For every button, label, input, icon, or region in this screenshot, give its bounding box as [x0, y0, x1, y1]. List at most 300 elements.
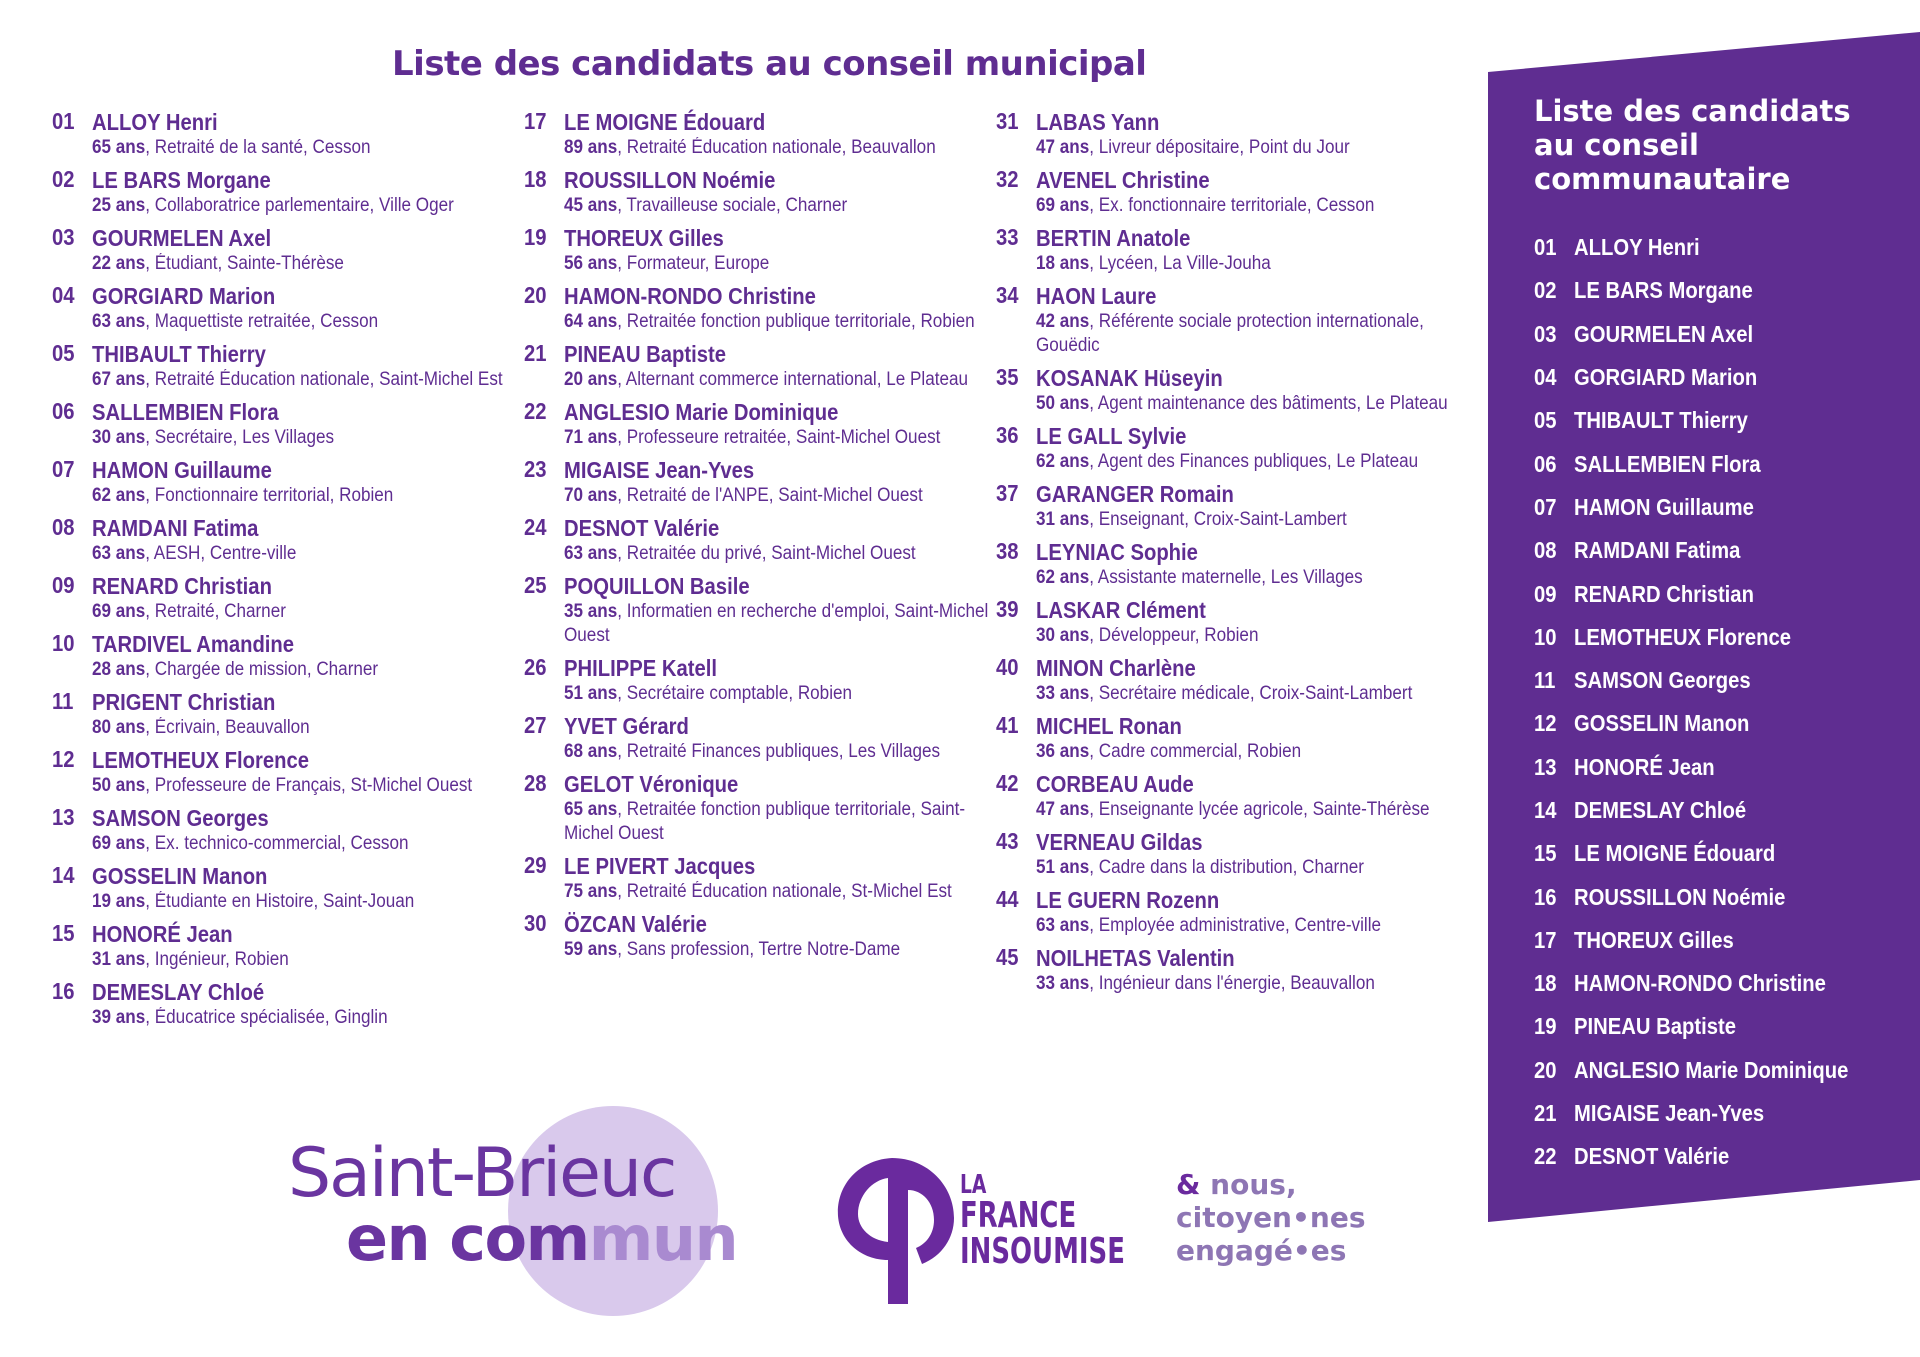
- candidate-age: 89 ans: [564, 137, 618, 158]
- candidate-number: 02: [52, 166, 75, 192]
- candidate-occupation: , Cadre commercial, Robien: [1089, 741, 1302, 762]
- banner-item-name: SAMSON Georges: [1574, 667, 1751, 694]
- candidate-occupation: , Retraité, Charner: [145, 601, 286, 622]
- candidate-name: MIGAISE Jean-Yves: [564, 457, 755, 483]
- candidate-occupation: , Retraité de l'ANPE, Saint-Michel Ouest: [617, 485, 923, 506]
- candidate-age: 47 ans: [1036, 799, 1090, 820]
- banner-item-number: 10: [1534, 623, 1557, 650]
- candidate-name: POQUILLON Basile: [564, 573, 750, 599]
- candidate-entry: [524, 572, 994, 648]
- candidate-details: [1036, 450, 1466, 474]
- candidate-age: 42 ans: [1036, 311, 1090, 332]
- candidate-age: 20 ans: [564, 369, 618, 390]
- candidate-number: 44: [996, 886, 1019, 912]
- banner-item-name: DESNOT Valérie: [1574, 1143, 1730, 1170]
- candidate-age: 59 ans: [564, 939, 618, 960]
- candidate-entry: [52, 630, 522, 682]
- banner-item-number: 18: [1534, 970, 1557, 997]
- candidate-details: [1036, 798, 1466, 822]
- candidate-entry: [996, 944, 1466, 996]
- candidate-name: ALLOY Henri: [92, 109, 218, 135]
- candidate-name: LE BARS Morgane: [92, 167, 271, 193]
- candidate-age: 39 ans: [92, 1007, 146, 1028]
- candidate-name: SAMSON Georges: [92, 805, 269, 831]
- candidate-number: 19: [524, 224, 547, 250]
- banner-item-number: 13: [1534, 753, 1557, 780]
- lfi-line-3: INSOUMISE: [960, 1231, 1125, 1272]
- banner-list-item: [1534, 226, 1904, 269]
- candidate-age: 19 ans: [92, 891, 146, 912]
- banner-list-item: [1534, 1135, 1904, 1178]
- lfi-line-2: FRANCE: [960, 1195, 1077, 1236]
- candidate-occupation: , Retraitée fonction publique territoriale, Robien: [617, 311, 975, 332]
- candidate-name: HAMON Guillaume: [92, 457, 272, 483]
- candidate-details: [1036, 252, 1466, 276]
- candidate-number: 15: [52, 920, 75, 946]
- candidate-name: LASKAR Clément: [1036, 597, 1206, 623]
- candidate-number: 45: [996, 944, 1019, 970]
- candidate-name: PINEAU Baptiste: [564, 341, 726, 367]
- candidate-occupation: , Ingénieur dans l'énergie, Beauvallon: [1089, 973, 1375, 994]
- banner-list-item: [1534, 919, 1904, 962]
- candidate-occupation: , Lycéen, La Ville-Jouha: [1089, 253, 1271, 274]
- banner-item-number: 15: [1534, 840, 1557, 867]
- community-council-banner: [1488, 0, 1920, 1240]
- candidate-number: 37: [996, 480, 1019, 506]
- candidate-age: 62 ans: [92, 485, 146, 506]
- candidate-name: AVENEL Christine: [1036, 167, 1210, 193]
- candidate-entry: [52, 862, 522, 914]
- candidate-details: [92, 832, 522, 856]
- banner-item-number: 11: [1534, 667, 1556, 694]
- candidate-number: 10: [52, 630, 75, 656]
- candidate-name: PRIGENT Christian: [92, 689, 276, 715]
- candidate-entry: [52, 282, 522, 334]
- candidate-occupation: , Professeure retraitée, Saint-Michel Ouest: [617, 427, 941, 448]
- banner-list-item: [1534, 486, 1904, 529]
- candidate-details: [92, 252, 522, 276]
- candidate-name: PHILIPPE Katell: [564, 655, 717, 681]
- candidate-age: 69 ans: [1036, 195, 1090, 216]
- candidate-name: TARDIVEL Amandine: [92, 631, 295, 657]
- candidate-age: 67 ans: [92, 369, 146, 390]
- candidate-occupation: , Ingénieur, Robien: [145, 949, 289, 970]
- banner-item-name: RENARD Christian: [1574, 580, 1754, 607]
- candidate-age: 69 ans: [92, 833, 146, 854]
- candidate-occupation: , Formateur, Europe: [617, 253, 770, 274]
- candidate-entry: [52, 108, 522, 160]
- candidate-occupation: , Secrétaire, Les Villages: [145, 427, 335, 448]
- candidate-number: 27: [524, 712, 547, 738]
- candidate-number: 06: [52, 398, 75, 424]
- banner-item-name: GORGIARD Marion: [1574, 364, 1758, 391]
- candidate-entry: [524, 166, 994, 218]
- candidate-number: 12: [52, 746, 75, 772]
- candidate-number: 40: [996, 654, 1019, 680]
- candidate-occupation: , Professeure de Français, St-Michel Ouest: [145, 775, 473, 796]
- banner-item-number: 09: [1534, 580, 1557, 607]
- candidate-details: [564, 426, 994, 450]
- candidate-number: 28: [524, 770, 547, 796]
- candidate-details: [564, 600, 994, 648]
- candidate-occupation: , Cadre dans la distribution, Charner: [1089, 857, 1364, 878]
- candidate-entry: [52, 340, 522, 392]
- candidate-number: 14: [52, 862, 75, 888]
- banner-item-name: HAMON Guillaume: [1574, 493, 1754, 520]
- candidate-details: [1036, 624, 1466, 648]
- candidate-name: DEMESLAY Chloé: [92, 979, 265, 1005]
- candidate-number: 16: [52, 978, 75, 1004]
- candidate-age: 36 ans: [1036, 741, 1090, 762]
- logo-line-2: [346, 1202, 737, 1275]
- candidate-occupation: , Enseignant, Croix-Saint-Lambert: [1089, 509, 1347, 530]
- banner-list-item: [1534, 789, 1904, 832]
- banner-list-item: [1534, 659, 1904, 702]
- banner-item-name: PINEAU Baptiste: [1574, 1013, 1736, 1040]
- candidate-age: 28 ans: [92, 659, 146, 680]
- nous-citoyens-logo: [1176, 1168, 1365, 1267]
- banner-item-number: 19: [1534, 1013, 1557, 1040]
- lfi-wordmark: [960, 1172, 1125, 1270]
- candidate-age: 31 ans: [92, 949, 146, 970]
- banner-item-number: 02: [1534, 277, 1557, 304]
- banner-item-number: 06: [1534, 450, 1557, 477]
- candidate-occupation: , Informatien en recherche d'emploi, Saint-Michel Ouest: [564, 601, 989, 646]
- candidate-number: 13: [52, 804, 75, 830]
- candidate-occupation: , Alternant commerce international, Le Plateau: [617, 369, 969, 390]
- banner-item-number: 22: [1534, 1143, 1557, 1170]
- candidate-number: 33: [996, 224, 1019, 250]
- candidate-age: 50 ans: [1036, 393, 1090, 414]
- candidate-entry: [52, 166, 522, 218]
- candidate-details: [1036, 136, 1466, 160]
- nous-line-1: [1176, 1168, 1365, 1201]
- candidate-details: [92, 542, 522, 566]
- candidate-occupation: , Retraité Éducation nationale, St-Michel Est: [617, 881, 952, 902]
- candidate-name: MICHEL Ronan: [1036, 713, 1182, 739]
- candidate-entry: [524, 456, 994, 508]
- candidate-occupation: , Retraité Éducation nationale, Beauvallon: [617, 137, 936, 158]
- candidate-name: LEYNIAC Sophie: [1036, 539, 1198, 565]
- candidate-age: 30 ans: [1036, 625, 1090, 646]
- candidate-age: 63 ans: [1036, 915, 1090, 936]
- candidate-occupation: , Référente sociale protection internationale, Gouëdic: [1036, 311, 1424, 356]
- banner-item-name: ALLOY Henri: [1574, 234, 1700, 261]
- phi-icon: [830, 1150, 960, 1310]
- banner-item-name: ROUSSILLON Noémie: [1574, 883, 1786, 910]
- candidate-column-2: [524, 108, 994, 968]
- banner-item-number: 07: [1534, 493, 1557, 520]
- candidate-number: 22: [524, 398, 547, 424]
- banner-item-name: RAMDANI Fatima: [1574, 537, 1741, 564]
- candidate-occupation: , Enseignante lycée agricole, Sainte-Thérèse: [1089, 799, 1430, 820]
- candidate-entry: [996, 282, 1466, 358]
- candidate-age: 56 ans: [564, 253, 618, 274]
- candidate-age: 31 ans: [1036, 509, 1090, 530]
- banner-item-name: THIBAULT Thierry: [1574, 407, 1748, 434]
- banner-list-item: [1534, 616, 1904, 659]
- candidate-column-3: [996, 108, 1466, 1002]
- candidate-details: [1036, 566, 1466, 590]
- candidate-occupation: , Collaboratrice parlementaire, Ville Oger: [145, 195, 454, 216]
- candidate-name: NOILHETAS Valentin: [1036, 945, 1235, 971]
- banner-item-number: 04: [1534, 364, 1557, 391]
- candidate-name: RAMDANI Fatima: [92, 515, 259, 541]
- candidate-name: KOSANAK Hüseyin: [1036, 365, 1223, 391]
- candidate-details: [564, 798, 994, 846]
- candidate-age: 45 ans: [564, 195, 618, 216]
- candidate-occupation: , Ex. fonctionnaire territoriale, Cesson: [1089, 195, 1375, 216]
- candidate-age: 75 ans: [564, 881, 618, 902]
- candidate-entry: [524, 340, 994, 392]
- candidate-name: GOSSELIN Manon: [92, 863, 268, 889]
- logo-line-2-a: en com: [346, 1202, 589, 1275]
- candidate-name: DESNOT Valérie: [564, 515, 720, 541]
- candidate-name: RENARD Christian: [92, 573, 272, 599]
- banner-item-name: HAMON-RONDO Christine: [1574, 970, 1826, 997]
- candidate-name: LEMOTHEUX Florence: [92, 747, 310, 773]
- candidate-age: 63 ans: [564, 543, 618, 564]
- logo-line-2-b: mun: [588, 1202, 738, 1275]
- candidate-details: [92, 1006, 522, 1030]
- banner-title: Liste des candidats au conseil communautaire: [1534, 94, 1851, 196]
- candidate-age: 65 ans: [564, 799, 618, 820]
- candidate-details: [564, 194, 994, 218]
- candidate-name: ANGLESIO Marie Dominique: [564, 399, 839, 425]
- candidate-details: [1036, 310, 1466, 358]
- candidate-number: 09: [52, 572, 75, 598]
- banner-list-item: [1534, 399, 1904, 442]
- candidate-entry: [996, 538, 1466, 590]
- candidate-number: 11: [52, 688, 74, 714]
- banner-item-number: 21: [1534, 1100, 1557, 1127]
- candidate-number: 17: [524, 108, 547, 134]
- candidate-occupation: , Retraité Éducation nationale, Saint-Michel Est: [145, 369, 503, 390]
- candidate-details: [564, 880, 994, 904]
- candidate-name: HONORÉ Jean: [92, 921, 233, 947]
- candidate-occupation: , Retraité de la santé, Cesson: [145, 137, 371, 158]
- candidate-number: 42: [996, 770, 1019, 796]
- candidate-age: 80 ans: [92, 717, 146, 738]
- candidate-age: 69 ans: [92, 601, 146, 622]
- candidate-age: 62 ans: [1036, 451, 1090, 472]
- candidate-occupation: , Agent des Finances publiques, Le Plateau: [1089, 451, 1419, 472]
- banner-item-name: MIGAISE Jean-Yves: [1574, 1100, 1765, 1127]
- candidate-number: 31: [996, 108, 1019, 134]
- candidate-number: 43: [996, 828, 1019, 854]
- candidate-details: [564, 682, 994, 706]
- candidate-name: ÖZCAN Valérie: [564, 911, 707, 937]
- candidate-occupation: , Assistante maternelle, Les Villages: [1089, 567, 1363, 588]
- candidate-age: 70 ans: [564, 485, 618, 506]
- nous-word: nous,: [1200, 1168, 1297, 1201]
- candidate-entry: [524, 712, 994, 764]
- candidate-number: 08: [52, 514, 75, 540]
- candidate-details: [564, 252, 994, 276]
- banner-item-name: DEMESLAY Chloé: [1574, 797, 1747, 823]
- candidate-number: 34: [996, 282, 1019, 308]
- candidate-number: 01: [52, 108, 75, 134]
- candidate-entry: [52, 746, 522, 798]
- banner-list-item: [1534, 356, 1904, 399]
- candidate-number: 04: [52, 282, 75, 308]
- banner-list-item: [1534, 313, 1904, 356]
- candidate-details: [1036, 740, 1466, 764]
- candidate-number: 30: [524, 910, 547, 936]
- candidate-entry: [996, 422, 1466, 474]
- candidate-details: [92, 890, 522, 914]
- candidate-number: 39: [996, 596, 1019, 622]
- candidate-number: 36: [996, 422, 1019, 448]
- candidate-details: [1036, 194, 1466, 218]
- lfi-line-1: LA: [960, 1170, 987, 1200]
- candidate-name: HAON Laure: [1036, 283, 1157, 309]
- candidate-details: [564, 368, 994, 392]
- candidate-name: THOREUX Gilles: [564, 225, 724, 251]
- banner-list-item: [1534, 746, 1904, 789]
- candidate-occupation: , Agent maintenance des bâtiments, Le Plateau: [1089, 393, 1448, 414]
- candidate-age: 65 ans: [92, 137, 146, 158]
- banner-item-name: ANGLESIO Marie Dominique: [1574, 1056, 1849, 1083]
- candidate-age: 51 ans: [1036, 857, 1090, 878]
- candidate-number: 26: [524, 654, 547, 680]
- candidate-number: 25: [524, 572, 547, 598]
- candidate-number: 38: [996, 538, 1019, 564]
- candidate-entry: [524, 910, 994, 962]
- banner-item-number: 20: [1534, 1056, 1557, 1083]
- candidate-name: BERTIN Anatole: [1036, 225, 1191, 251]
- banner-item-number: 17: [1534, 926, 1557, 953]
- candidate-occupation: , Secrétaire médicale, Croix-Saint-Lambert: [1089, 683, 1413, 704]
- banner-item-number: 12: [1534, 710, 1557, 737]
- candidate-name: GORGIARD Marion: [92, 283, 276, 309]
- candidate-entry: [524, 654, 994, 706]
- nous-ampersand: &: [1176, 1168, 1201, 1201]
- candidate-details: [564, 542, 994, 566]
- candidate-name: GARANGER Romain: [1036, 481, 1234, 507]
- candidate-details: [92, 368, 522, 392]
- saint-brieuc-en-commun-logo: [288, 1096, 758, 1316]
- candidate-entry: [524, 282, 994, 334]
- candidate-entry: [52, 398, 522, 450]
- candidate-entry: [52, 224, 522, 276]
- candidate-name: LE PIVERT Jacques: [564, 853, 756, 879]
- candidate-details: [1036, 972, 1466, 996]
- candidate-entry: [524, 224, 994, 276]
- candidate-details: [1036, 392, 1466, 416]
- banner-item-number: 14: [1534, 797, 1557, 823]
- candidate-entry: [524, 108, 994, 160]
- candidate-name: THIBAULT Thierry: [92, 341, 266, 367]
- candidate-details: [564, 740, 994, 764]
- candidate-details: [92, 948, 522, 972]
- candidate-column-1: [52, 108, 522, 1036]
- banner-list: [1534, 226, 1904, 1179]
- candidate-name: LE MOIGNE Édouard: [564, 109, 766, 135]
- candidate-entry: [524, 398, 994, 450]
- candidate-age: 50 ans: [92, 775, 146, 796]
- candidate-name: HAMON-RONDO Christine: [564, 283, 816, 309]
- candidate-entry: [996, 480, 1466, 532]
- banner-item-name: GOURMELEN Axel: [1574, 320, 1754, 347]
- candidate-details: [92, 484, 522, 508]
- candidate-age: 33 ans: [1036, 973, 1090, 994]
- candidate-name: LE GUERN Rozenn: [1036, 887, 1220, 913]
- candidate-name: GELOT Véronique: [564, 771, 739, 797]
- candidate-entry: [52, 572, 522, 624]
- candidate-number: 24: [524, 514, 547, 540]
- candidate-details: [564, 136, 994, 160]
- banner-item-number: 08: [1534, 537, 1557, 564]
- candidate-age: 62 ans: [1036, 567, 1090, 588]
- candidate-entry: [996, 654, 1466, 706]
- candidate-occupation: , AESH, Centre-ville: [145, 543, 297, 564]
- candidate-details: [564, 310, 994, 334]
- banner-list-item: [1534, 442, 1904, 485]
- banner-list-item: [1534, 572, 1904, 615]
- banner-list-item: [1534, 269, 1904, 312]
- banner-item-name: LE MOIGNE Édouard: [1574, 840, 1776, 867]
- candidate-name: YVET Gérard: [564, 713, 689, 739]
- nous-line-2: citoyen•nes: [1176, 1201, 1366, 1234]
- candidate-entry: [996, 224, 1466, 276]
- candidate-name: ROUSSILLON Noémie: [564, 167, 776, 193]
- candidate-occupation: , Étudiante en Histoire, Saint-Jouan: [145, 891, 415, 912]
- candidate-occupation: , Maquettiste retraitée, Cesson: [145, 311, 379, 332]
- candidate-occupation: , Employée administrative, Centre-ville: [1089, 915, 1382, 936]
- candidate-details: [92, 194, 522, 218]
- candidate-entry: [52, 688, 522, 740]
- candidate-entry: [524, 514, 994, 566]
- candidate-number: 07: [52, 456, 75, 482]
- banner-list-item: [1534, 529, 1904, 572]
- candidate-name: LABAS Yann: [1036, 109, 1160, 135]
- candidate-name: VERNEAU Gildas: [1036, 829, 1203, 855]
- banner-list-item: [1534, 702, 1904, 745]
- candidate-number: 29: [524, 852, 547, 878]
- candidate-entry: [996, 364, 1466, 416]
- candidate-occupation: , Travailleuse sociale, Charner: [617, 195, 848, 216]
- banner-item-name: HONORÉ Jean: [1574, 753, 1715, 780]
- candidate-name: CORBEAU Aude: [1036, 771, 1194, 797]
- candidate-occupation: , Fonctionnaire territorial, Robien: [145, 485, 394, 506]
- candidate-occupation: , Développeur, Robien: [1089, 625, 1259, 646]
- candidate-number: 32: [996, 166, 1019, 192]
- candidate-age: 25 ans: [92, 195, 146, 216]
- candidate-age: 63 ans: [92, 311, 146, 332]
- candidate-occupation: , Écrivain, Beauvallon: [145, 717, 310, 738]
- candidate-details: [92, 600, 522, 624]
- candidate-entry: [52, 804, 522, 856]
- candidate-details: [564, 484, 994, 508]
- candidate-entry: [996, 166, 1466, 218]
- candidate-number: 05: [52, 340, 75, 366]
- candidate-number: 35: [996, 364, 1019, 390]
- banner-list-item: [1534, 1005, 1904, 1048]
- candidate-occupation: , Retraitée du privé, Saint-Michel Ouest: [617, 543, 916, 564]
- banner-item-name: LE BARS Morgane: [1574, 277, 1753, 304]
- logo-line-1: Saint-Brieuc: [288, 1134, 676, 1213]
- candidate-entry: [524, 852, 994, 904]
- candidate-occupation: , Retraitée fonction publique territoriale, Saint-Michel Ouest: [564, 799, 966, 844]
- candidate-age: 68 ans: [564, 741, 618, 762]
- candidate-occupation: , Éducatrice spécialisée, Ginglin: [145, 1007, 388, 1028]
- candidate-occupation: , Étudiant, Sainte-Thérèse: [145, 253, 344, 274]
- candidate-details: [1036, 856, 1466, 880]
- banner-item-number: 03: [1534, 320, 1557, 347]
- candidate-number: 23: [524, 456, 547, 482]
- candidate-name: SALLEMBIEN Flora: [92, 399, 279, 425]
